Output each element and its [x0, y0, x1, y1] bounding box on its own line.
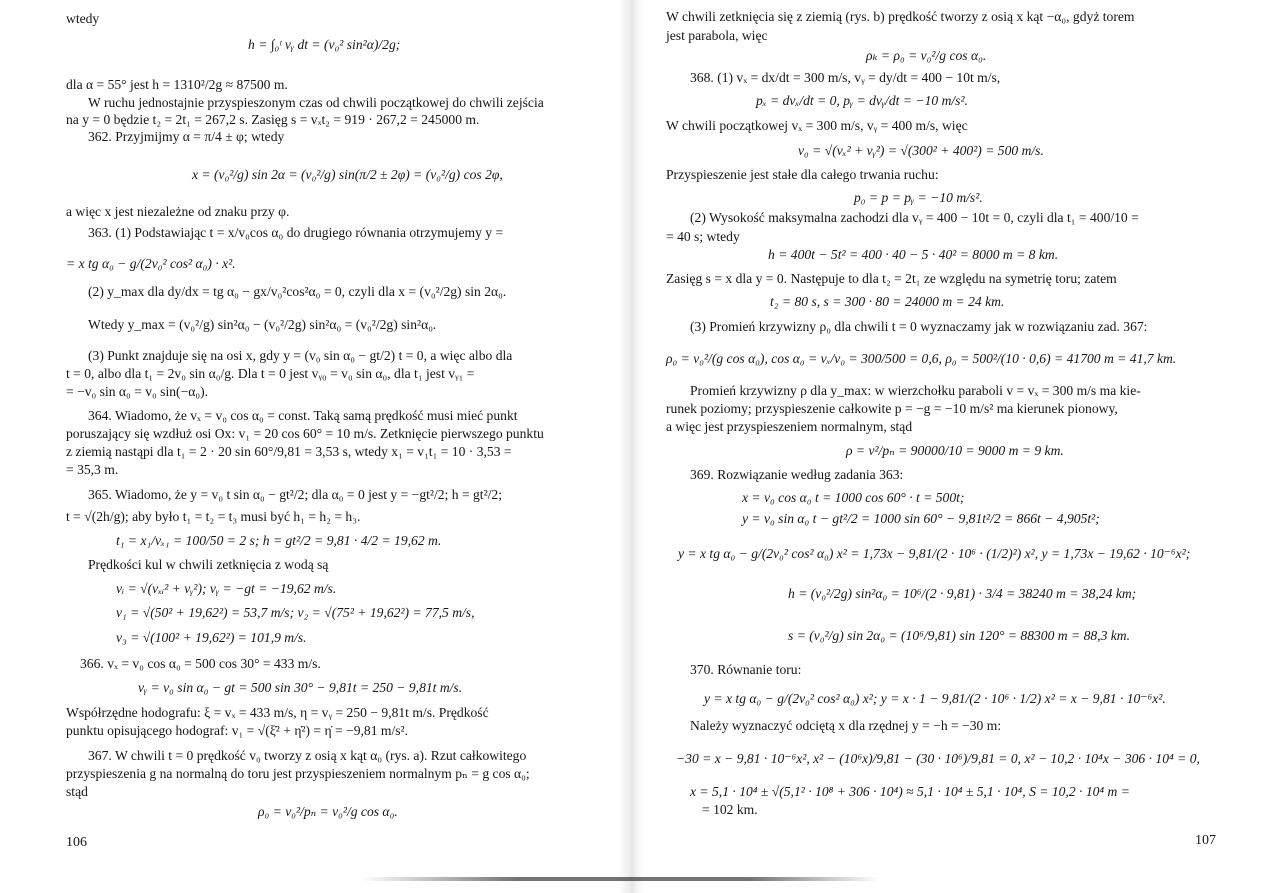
page-107: [632, 0, 1263, 893]
text-line: W chwili zetknięcia się z ziemią (rys. b) prędkość tworzy z osią x kąt −α₀, gdyż torem: [666, 9, 1135, 24]
equation: t₂ = 80 s, s = 300 · 80 = 24000 m = 24 km.: [770, 294, 1005, 309]
equation: v₃ = √(100² + 19,62²) = 101,9 m/s.: [116, 630, 307, 645]
text-line: dla α = 55° jest h = 1310²/2g ≈ 87500 m.: [66, 77, 288, 92]
page-106: [0, 0, 628, 893]
equation: x = v₀ cos α₀ t = 1000 cos 60° · t = 500t;: [742, 490, 965, 505]
equation: pₓ = dvₓ/dt = 0, pᵧ = dvᵧ/dt = −10 m/s².: [756, 93, 968, 108]
text-line: Zasięg s = x dla y = 0. Następuje to dla t₂ = 2t₁ ze względu na symetrię toru; zatem: [666, 271, 1117, 286]
problem-368: 368. (1) vₓ = dx/dt = 300 m/s, vᵧ = dy/dt = 400 − 10t m/s,: [690, 70, 1001, 85]
problem-367: 367. W chwili t = 0 prędkość v₀ tworzy z osią x kąt α₀ (rys. a). Rzut całkowitego: [88, 748, 527, 763]
text-line: Promień krzywizny ρ dla y_max: w wierzchołku paraboli v = vₓ = 300 m/s ma kie-: [690, 383, 1141, 398]
equation: v₁ = √(50² + 19,62²) = 53,7 m/s; v₂ = √(75² + 19,62²) = 77,5 m/s,: [116, 605, 475, 620]
equation: h = (v₀²/2g) sin²α₀ = 10⁶/(2 · 9,81) · 3/4 = 38240 m = 38,24 km;: [788, 586, 1137, 601]
equation: Wtedy y_max = (v₀²/g) sin²α₀ − (v₀²/2g) sin²α₀ = (v₀²/2g) sin²α₀.: [88, 317, 437, 332]
text-line: = 40 s; wtedy: [666, 229, 740, 244]
text-line: wtedy: [66, 11, 100, 26]
text-line: = −v₀ sin α₀ = v₀ sin(−α₀).: [66, 384, 209, 399]
equation: ρ₀ = v₀²/pₙ = v₀²/g cos α₀.: [258, 804, 398, 819]
equation: t₁ = x₁/vₓ₁ = 100/50 = 2 s; h = gt²/2 = 9,81 · 4/2 = 19,62 m.: [116, 533, 442, 548]
text-line: W chwili początkowej vₓ = 300 m/s, vᵧ = 400 m/s, więc: [666, 118, 968, 133]
equation: −30 = x − 9,81 · 10⁻⁶x², x² − (10⁶x)/9,81 − (30 · 10⁶)/9,81 = 0, x² − 10,2 · 10⁴x − 306 · 10⁴ = 0,: [676, 751, 1200, 766]
equation: y = v₀ sin α₀ t − gt²/2 = 1000 sin 60° − 9,81t²/2 = 866t − 4,905t²;: [742, 511, 1100, 526]
equation: x = (v₀²/g) sin 2α = (v₀²/g) sin(π/2 ± 2φ) = (v₀²/g) cos 2φ,: [192, 167, 503, 182]
equation: h = ∫₀ᵗ vᵧ dt = (v₀² sin²α)/2g;: [248, 37, 401, 52]
equation: h = 400t − 5t² = 400 · 40 − 5 · 40² = 8000 m = 8 km.: [768, 247, 1059, 262]
problem-364: 364. Wiadomo, że vₓ = v₀ cos α₀ = const. Taką samą prędkość musi mieć punkt: [88, 408, 518, 423]
text-line: t = √(2h/g); aby było t₁ = t₂ = t₃ musi być h₁ = h₂ = h₃.: [66, 509, 361, 524]
equation: vᵢ = √(vₓᵢ² + vᵧ²); vᵧ = −gt = −19,62 m/s.: [116, 581, 337, 596]
text-line: jest parabola, więc: [666, 28, 768, 43]
page-number: 106: [66, 835, 87, 850]
equation: p₀ = p = pᵧ = −10 m/s².: [854, 190, 983, 205]
text-line: stąd: [66, 784, 88, 799]
text-line: (2) Wysokość maksymalna zachodzi dla vᵧ = 400 − 10t = 0, czyli dla t₁ = 400/10 =: [690, 210, 1139, 225]
equation: vᵧ = v₀ sin α₀ − gt = 500 sin 30° − 9,81t = 250 − 9,81t m/s.: [138, 680, 463, 695]
text-line: t = 0, albo dla t₁ = 2v₀ sin α₀/g. Dla t = 0 jest vᵧ₀ = v₀ sin α₀, dla t₁ jest vᵧ₁ =: [66, 366, 475, 381]
equation: ρ = v²/pₙ = 90000/10 = 9000 m = 9 km.: [846, 443, 1064, 458]
text-line: (3) Promień krzywizny ρ₀ dla chwili t = 0 wyznaczamy jak w rozwiązaniu zad. 367:: [690, 319, 1148, 334]
equation: = x tg α₀ − g/(2v₀² cos² α₀) · x².: [66, 256, 236, 271]
problem-369: 369. Rozwiązanie według zadania 363:: [690, 467, 904, 482]
text-line: przyspieszenia g na normalną do toru jest przyspieszeniem normalnym pₙ = g cos α₀;: [66, 766, 530, 781]
problem-366: 366. vₓ = v₀ cos α₀ = 500 cos 30° = 433 m/s.: [80, 656, 321, 671]
problem-365: 365. Wiadomo, że y = v₀ t sin α₀ − gt²/2; dla α₀ = 0 jest y = −gt²/2; h = gt²/2;: [88, 487, 503, 502]
equation: ρ₀ = v₀²/(g cos α₀), cos α₀ = vₓ/v₀ = 300/500 = 0,6, ρ₀ = 500²/(10 · 0,6) = 41700 m = 41,7 km.: [666, 351, 1177, 366]
text-line: runek poziomy; przyspieszenie całkowite p = −g = −10 m/s² ma kierunek pionowy,: [666, 401, 1118, 416]
text-line: (3) Punkt znajduje się na osi x, gdy y = (v₀ sin α₀ − gt/2) t = 0, a więc albo dla: [88, 348, 513, 363]
text-line: na y = 0 będzie t₂ = 2t₁ = 267,2 s. Zasięg s = vₓt₂ = 919 · 267,2 = 245000 m.: [66, 112, 480, 127]
text-line: = 35,3 m.: [66, 462, 119, 477]
problem-363: 363. (1) Podstawiając t = x/v₀cos α₀ do drugiego równania otrzymujemy y =: [88, 225, 504, 240]
text-line: z ziemią nastąpi dla t₁ = 2 · 20 sin 60°/9,81 = 3,53 s, wtedy x₁ = v₁t₁ = 10 · 3,53 =: [66, 444, 512, 459]
text-line: (2) y_max dla dy/dx = tg α₀ − gx/v₀²cos²α₀ = 0, czyli dla x = (v₀²/2g) sin 2α₀.: [88, 284, 507, 299]
text-line: Należy wyznaczyć odciętą x dla rzędnej y = −h = −30 m:: [690, 718, 1002, 733]
text-line: Współrzędne hodografu: ξ = vₓ = 433 m/s, η = vᵧ = 250 − 9,81t m/s. Prędkość: [66, 705, 489, 720]
equation: ρₖ = ρ₀ = v₀²/g cos α₀.: [866, 48, 987, 63]
text-line: poruszający się wzdłuż osi Ox: v₁ = 20 cos 60° = 10 m/s. Zetknięcie pierwszego punktu: [66, 426, 544, 441]
equation: v₀ = √(vₓ² + vᵧ²) = √(300² + 400²) = 500 m/s.: [798, 143, 1044, 158]
text-line: a więc x jest niezależne od znaku przy φ.: [66, 204, 290, 219]
problem-362: 362. Przyjmijmy α = π/4 ± φ; wtedy: [88, 129, 285, 144]
problem-370: 370. Równanie toru:: [690, 662, 802, 677]
equation: s = (v₀²/g) sin 2α₀ = (10⁶/9,81) sin 120° = 88300 m = 88,3 km.: [788, 628, 1131, 643]
text-line: punktu opisującego hodograf: v₁ = √(ξ̇² + η̇²) = η̇ = −9,81 m/s².: [66, 723, 409, 738]
equation: x = 5,1 · 10⁴ ± √(5,1² · 10⁸ + 306 · 10⁴) ≈ 5,1 · 10⁴ ± 5,1 · 10⁴, S = 10,2 · 10⁴ m =: [690, 784, 1130, 799]
text-line: = 102 km.: [702, 802, 758, 817]
equation: y = x tg α₀ − g/(2v₀² cos² α₀) x²; y = x · 1 − 9,81/(2 · 10⁶ · 1/2) x² = x − 9,81 · 10⁻⁶x².: [704, 691, 1166, 706]
equation: y = x tg α₀ − g/(2v₀² cos² α₀) x² = 1,73x − 9,81/(2 · 10⁶ · (1/2)²) x², y = 1,73x − 19,62 · 10⁻⁶x²;: [678, 546, 1191, 561]
text-line: Przyspieszenie jest stałe dla całego trwania ruchu:: [666, 167, 939, 182]
page-number: 107: [1195, 833, 1216, 848]
text-line: W ruchu jednostajnie przyspieszonym czas od chwili początkowej do chwili zejścia: [88, 95, 544, 110]
text-line: Prędkości kul w chwili zetknięcia z wodą są: [88, 557, 329, 572]
text-line: a więc jest przyspieszeniem normalnym, stąd: [666, 419, 913, 434]
